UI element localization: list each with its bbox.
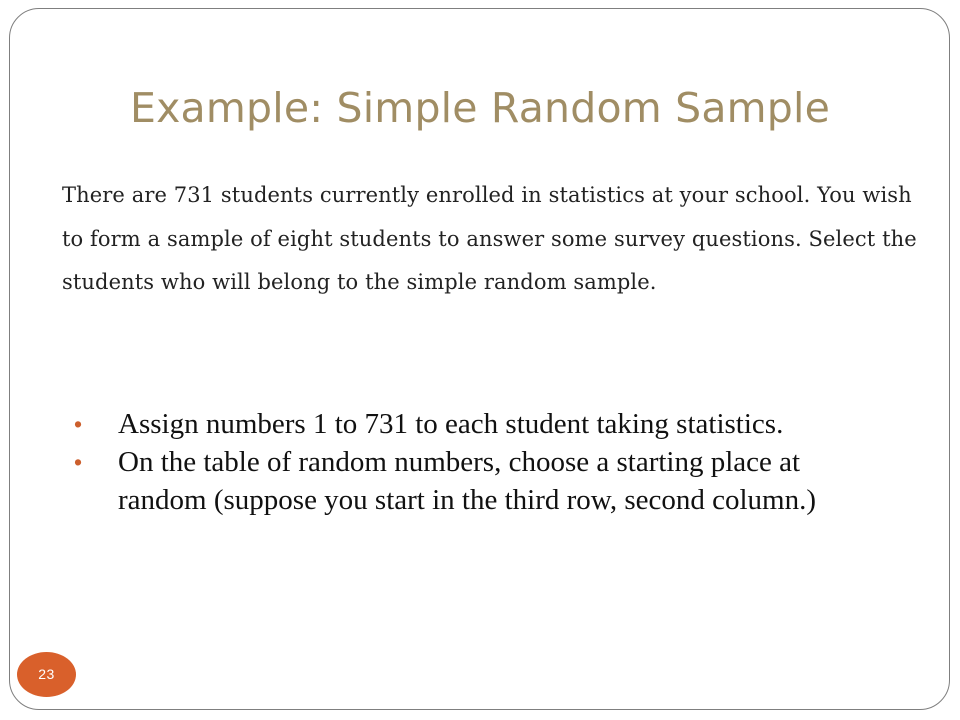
page-number-badge: 23 xyxy=(17,652,76,697)
bullet-text: Assign numbers 1 to 731 to each student taking statistics. xyxy=(118,408,784,440)
bullet-text: On the table of random numbers, choose a starting place at random (suppose you start in the third row, second column.) xyxy=(118,446,817,516)
bullet-dot-icon: • xyxy=(74,411,83,437)
bullet-item xyxy=(74,405,834,443)
slide-title: Example: Simple Random Sample xyxy=(129,84,831,132)
problem-statement: There are 731 students currently enrolled in statistics at your school. You wish to form a sample of eight students to answer some survey questions. Select the students who will belong to the simple random sample. xyxy=(62,183,917,294)
bullet-dot-icon: • xyxy=(74,449,83,475)
bullet-list xyxy=(74,405,834,519)
bullet-item xyxy=(74,443,834,519)
